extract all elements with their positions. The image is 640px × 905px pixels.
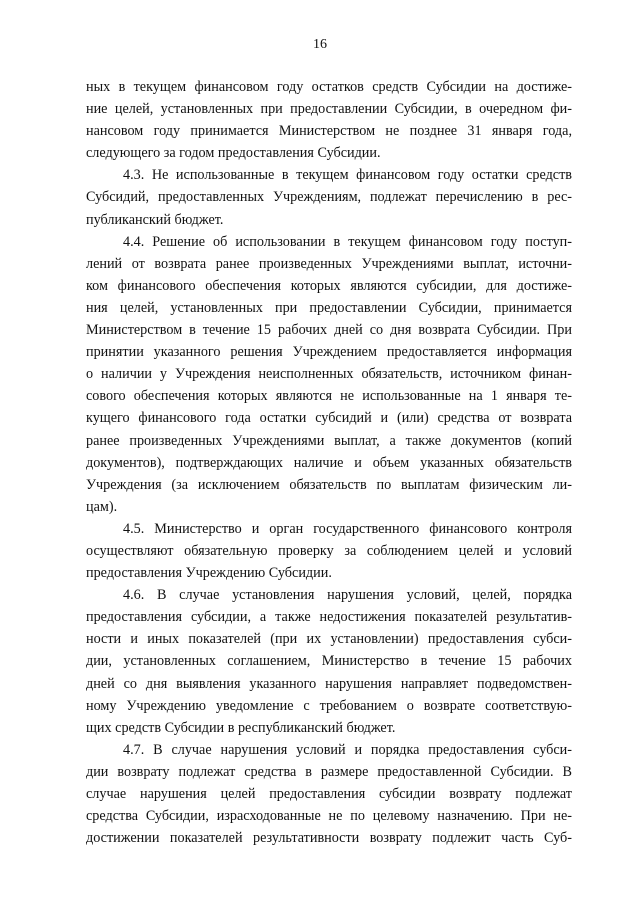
text-line: лений от возврата ранее произведенных Учреждениями выплат, источни- [86,255,572,272]
text-line: кущего финансового года остатки субсидий и (или) средства от возврата [86,410,572,427]
text-line: нансовом году принимается Министерством не позднее 31 января года, [86,123,572,140]
text-line: средства Субсидии, израсходованные не по целевому назначению. При не- [86,808,572,825]
document-body [86,76,572,849]
text-line: 4.4. Решение об использовании в текущем финансовом году поступ- [123,233,572,250]
text-line: документов), подтверждающих наличие и объем указанных обязательств [86,454,572,471]
text-line: Субсидий, предоставленных Учреждениям, подлежат перечислению в рес- [86,189,572,206]
text-line: 4.6. В случае установления нарушения условий, целей, порядка [123,587,572,604]
text-line: Учреждения (за исключением обязательств по выплатам физическим ли- [86,476,572,493]
text-line: достижении показателей результативности возврату подлежит часть Суб- [86,830,572,847]
paragraph-4-4 [86,231,572,518]
text-line: цам). [86,498,118,515]
text-line: ных в текущем финансовом году остатков средств Субсидии на достиже- [86,79,572,95]
text-line: предоставления субсидии, а также недостижения показателей результатив- [86,609,572,626]
text-line: ному Учреждению уведомление с требованием о возврате соответствую- [86,697,572,714]
text-line: ком финансового обеспечения которых являются субсидии, для достиже- [86,277,572,294]
text-line: предоставления Учреждению Субсидии. [86,565,332,582]
text-line: 4.7. В случае нарушения условий и порядка предоставления субси- [123,741,572,758]
paragraph-4-6 [86,584,572,739]
paragraph-4-3 [86,164,572,230]
text-line: ности и иных показателей (при их установлении) предоставления субси- [86,631,572,648]
text-line: дии, установленных соглашением, Министерство в течение 15 рабочих [86,653,572,670]
paragraph-continuation [86,76,572,164]
text-line: 4.5. Министерство и орган государственного финансового контроля [123,520,572,537]
text-line: о наличии у Учреждения неисполненных обязательств, источником финан- [86,366,572,383]
text-line: публиканский бюджет. [86,211,224,228]
text-line: щих средств Субсидии в республиканский бюджет. [86,719,396,736]
text-line: случае нарушения целей предоставления субсидии возврату подлежат [86,786,572,802]
text-line: сового обеспечения которых являются не использованные на 1 января те- [86,388,572,405]
text-line: ранее произведенных Учреждениями выплат, а также документов (копий [86,432,572,449]
text-line: следующего за годом предоставления Субсидии. [86,145,381,162]
text-line: осуществляют обязательную проверку за соблюдением целей и условий [86,542,572,559]
text-line: ние целей, установленных при предоставлении Субсидии, в очередном фи- [86,101,572,118]
text-line: ния целей, установленных при предоставлении Субсидии, принимается [86,299,572,316]
text-line: принятии указанного решения Учреждением предоставляется информация [86,344,572,361]
page-number: 16 [313,37,327,52]
text-line: дии возврату подлежат средства в размере предоставленной Субсидии. В [86,763,572,780]
text-line: дней со дня выявления указанного нарушения направляет подведомствен- [86,675,572,692]
paragraph-4-7 [86,739,572,849]
paragraph-4-5 [86,518,572,584]
text-line: Министерством в течение 15 рабочих дней со дня возврата Субсидии. При [86,322,572,339]
text-line: 4.3. Не использованные в текущем финансовом году остатки средств [123,167,572,184]
